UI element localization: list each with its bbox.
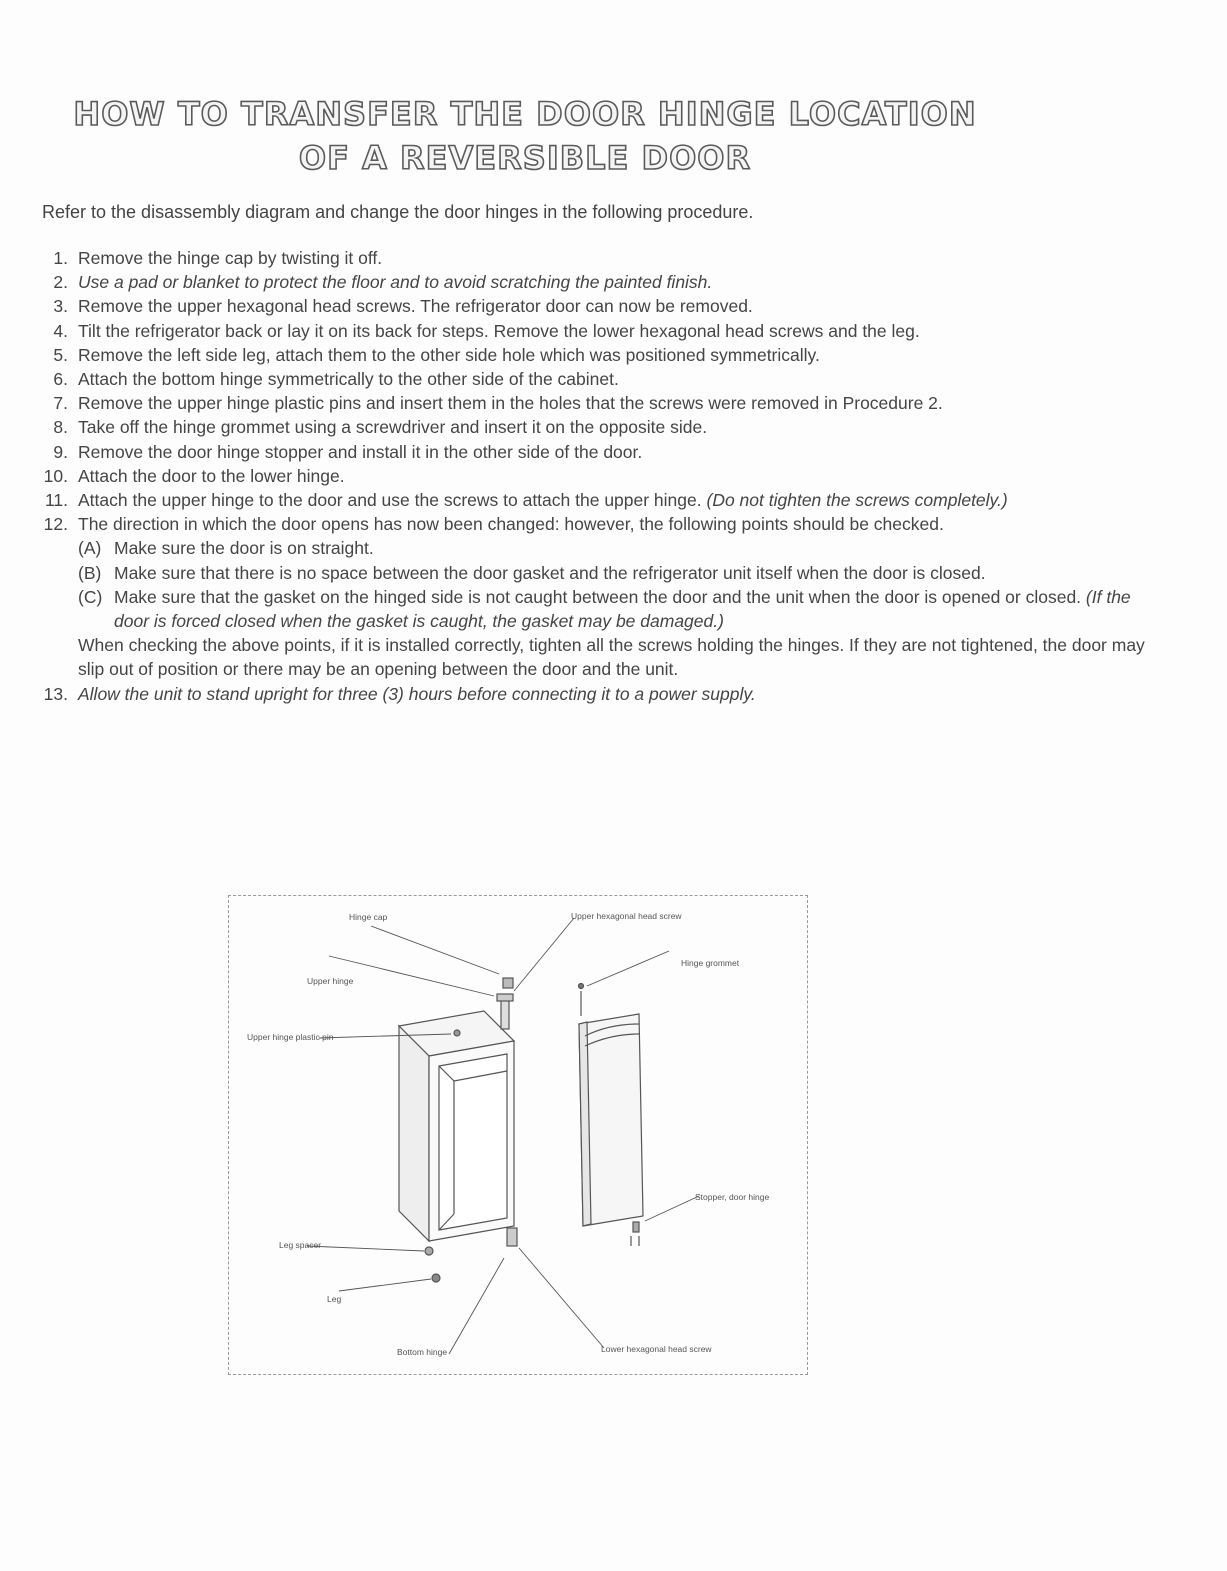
label-leg: Leg: [327, 1294, 342, 1304]
step-item: 5. Remove the left side leg, attach them to the other side hole which was positioned symmetrically.: [53, 344, 820, 365]
title-line-1: HOW TO TRANSFER THE DOOR HINGE LOCATION: [73, 95, 977, 133]
check-item: (C) Make sure that the gasket on the hinged side is not caught between the door and the unit when the door is opened or closed. (If the door is forced closed when the gasket is caught, the gasket may be damaged.): [78, 586, 1131, 632]
label-bottom-hinge: Bottom hinge: [397, 1347, 448, 1357]
title-line-2: OF A REVERSIBLE DOOR: [298, 139, 752, 177]
step-item: 11. Attach the upper hinge to the door and use the screws to attach the upper hinge. (Do not tighten the screws completely.): [44, 490, 1008, 511]
step-item: 2. Use a pad or blanket to protect the floor and to avoid scratching the painted finish.: [53, 272, 713, 293]
step-item: 4. Tilt the refrigerator back or lay it on its back for steps. Remove the lower hexagonal head screws and the leg.: [53, 320, 920, 341]
step-item: 1. Remove the hinge cap by twisting it off.: [53, 248, 383, 268]
intro-paragraph: Refer to the disassembly diagram and change the door hinges in the following procedure.: [42, 202, 754, 222]
label-lower-hex-screw: Lower hexagonal head screw: [601, 1344, 712, 1354]
check-item: (B) Make sure that there is no space between the door gasket and the refrigerator unit itself when the door is closed.: [78, 562, 986, 583]
disassembly-diagram: [228, 895, 808, 1375]
step-item: 12. The direction in which the door opens has now been changed: however, the following points should be checked. (A) Make sure the door is on straight. (B) Make sure that there is no space between the door gasket and the refrigerator unit itself when the door is closed. (C) Make sure that the gasket on the hinged side is not caught between the door and the unit when the door is opened or closed. (If the door is forced closed when the gasket is caught, the gasket may be damaged.) When checking the above points, if it is installed correctly, tighten all the screws holding the hinges. If they are not tightened, the door may slip out of position or there may be an opening between the door and the unit.: [40, 512, 1150, 681]
step-item: 6. Attach the bottom hinge symmetrically to the other side of the cabinet.: [53, 369, 619, 390]
page-title: [0, 92, 1050, 180]
label-hinge-grommet: Hinge grommet: [681, 958, 740, 968]
step-item: 7. Remove the upper hinge plastic pins and insert them in the holes that the screws were removed in Procedure 2.: [53, 393, 943, 414]
step-item: 9. Remove the door hinge stopper and install it in the other side of the door.: [53, 441, 643, 462]
diagram-drawing: [229, 896, 809, 1376]
step-item: 13. Allow the unit to stand upright for three (3) hours before connecting it to a power supply.: [43, 683, 756, 704]
step-item: 10. Attach the door to the lower hinge.: [43, 465, 345, 486]
label-upper-hinge: Upper hinge: [307, 976, 354, 986]
label-hinge-cap: Hinge cap: [349, 912, 388, 922]
door-panel: [579, 984, 644, 1227]
check-item: (A) Make sure the door is on straight.: [78, 538, 374, 559]
label-upper-hex-screw: Upper hexagonal head screw: [571, 911, 682, 921]
check-points: [78, 536, 1150, 633]
step12-note: When checking the above points, if it is installed correctly, tighten all the screws holding the hinges. If they are not tightened, the door may slip out of position or there may be an opening between the door and the unit.: [78, 635, 1145, 680]
procedure-steps: [40, 246, 1150, 706]
cabinet-body: [399, 1011, 514, 1241]
step-item: 8. Take off the hinge grommet using a screwdriver and insert it on the opposite side.: [53, 417, 708, 438]
label-leg-spacer: Leg spacer: [279, 1240, 322, 1250]
step-item: 3. Remove the upper hexagonal head screws. The refrigerator door can now be removed.: [53, 296, 753, 317]
label-upper-hinge-pin: Upper hinge plastic pin: [247, 1032, 334, 1042]
label-stopper: Stopper, door hinge: [695, 1192, 770, 1202]
